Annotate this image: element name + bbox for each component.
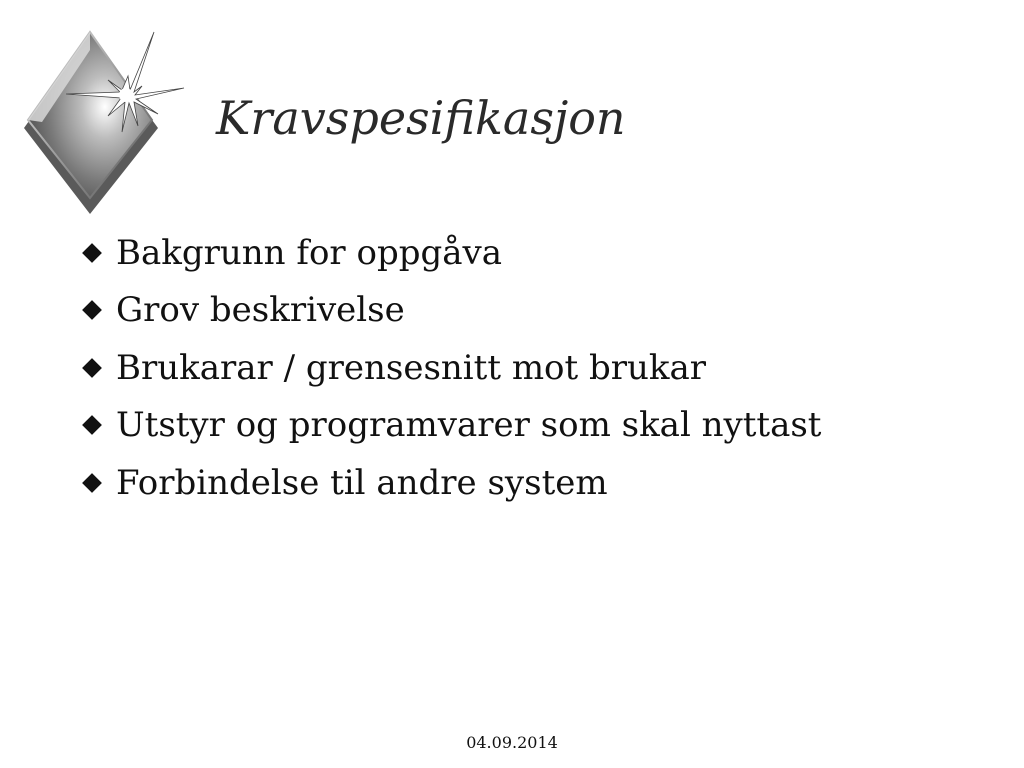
bullet-list <box>80 224 821 512</box>
diamond-bullet-icon <box>82 243 102 263</box>
diamond-bullet-icon <box>82 415 102 435</box>
diamond-bullet-icon <box>82 358 102 378</box>
list-item <box>80 454 821 512</box>
bullet-text: Bakgrunn for oppgåva <box>116 232 503 273</box>
list-item <box>80 339 821 397</box>
bullet-text: Forbindelse til andre system <box>116 462 608 503</box>
slide-title: Kravspesifikasjon <box>216 91 626 145</box>
list-item <box>80 397 821 455</box>
bullet-text: Brukarar / grensesnitt mot brukar <box>116 347 707 388</box>
diamond-bullet-icon <box>82 473 102 493</box>
list-item <box>80 224 821 282</box>
diamond-bullet-icon <box>82 300 102 320</box>
diamond-starburst-icon <box>22 28 192 218</box>
list-item <box>80 282 821 340</box>
bullet-text: Utstyr og programvarer som skal nyttast <box>116 405 822 446</box>
bullet-text: Grov beskrivelse <box>116 290 405 331</box>
footer-date: 04.09.2014 <box>466 733 558 752</box>
